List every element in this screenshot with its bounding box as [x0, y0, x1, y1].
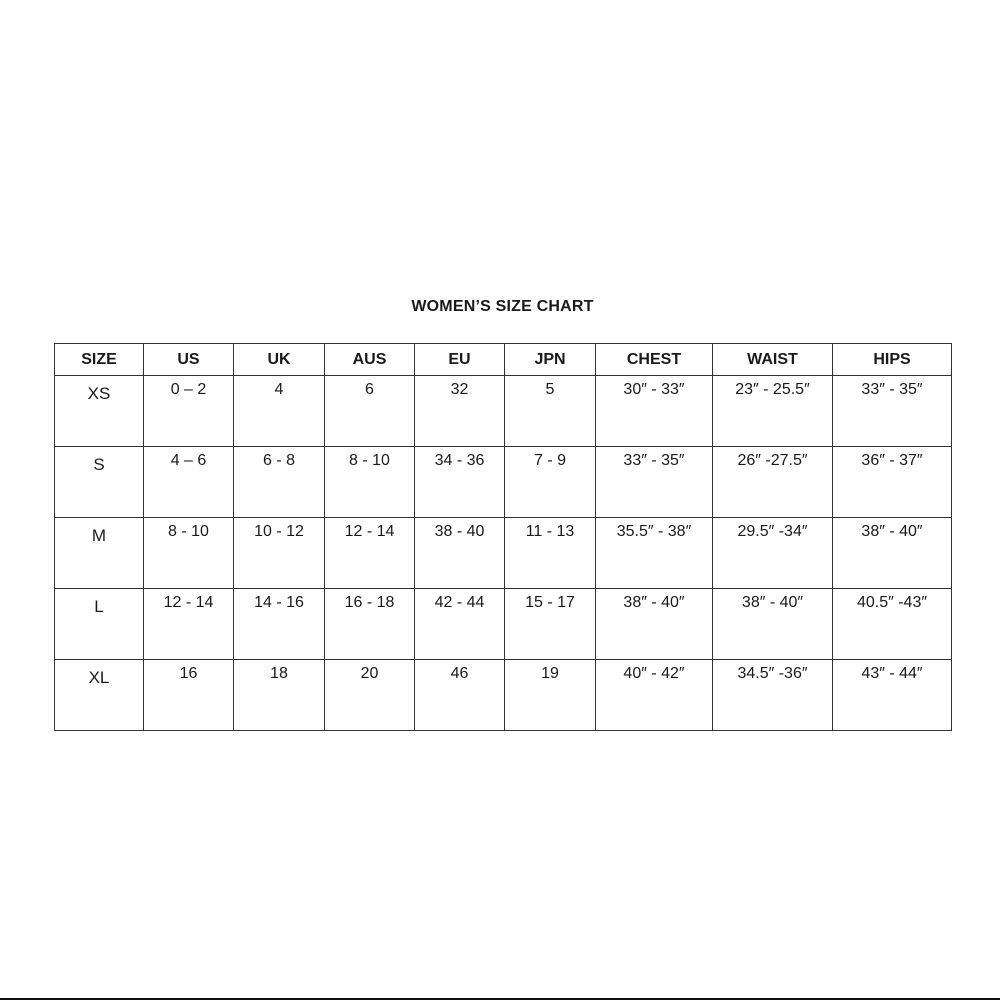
aus-cell: 20 — [325, 660, 415, 731]
chest-cell: 38″ - 40″ — [596, 589, 713, 660]
jpn-cell: 19 — [505, 660, 596, 731]
column-header-jpn: JPN — [505, 344, 596, 376]
uk-cell: 18 — [234, 660, 325, 731]
hips-cell: 36″ - 37″ — [833, 447, 952, 518]
hips-cell: 43″ - 44″ — [833, 660, 952, 731]
jpn-cell: 11 - 13 — [505, 518, 596, 589]
hips-cell: 33″ - 35″ — [833, 376, 952, 447]
size-table — [54, 343, 952, 731]
waist-cell: 34.5″ -36″ — [713, 660, 833, 731]
us-cell: 12 - 14 — [144, 589, 234, 660]
waist-cell: 38″ - 40″ — [713, 589, 833, 660]
jpn-cell: 5 — [505, 376, 596, 447]
jpn-cell: 7 - 9 — [505, 447, 596, 518]
chart-title: WOMEN’S SIZE CHART — [411, 298, 594, 315]
column-header-size: SIZE — [55, 344, 144, 376]
table-row — [55, 518, 952, 589]
column-header-eu: EU — [415, 344, 505, 376]
eu-cell: 38 - 40 — [415, 518, 505, 589]
us-cell: 8 - 10 — [144, 518, 234, 589]
table-row — [55, 447, 952, 518]
size-cell: M — [55, 518, 144, 589]
chest-cell: 33″ - 35″ — [596, 447, 713, 518]
size-cell: XL — [55, 660, 144, 731]
column-header-hips: HIPS — [833, 344, 952, 376]
aus-cell: 16 - 18 — [325, 589, 415, 660]
waist-cell: 29.5″ -34″ — [713, 518, 833, 589]
uk-cell: 6 - 8 — [234, 447, 325, 518]
eu-cell: 32 — [415, 376, 505, 447]
chest-cell: 35.5″ - 38″ — [596, 518, 713, 589]
column-header-us: US — [144, 344, 234, 376]
column-header-chest: CHEST — [596, 344, 713, 376]
column-header-uk: UK — [234, 344, 325, 376]
us-cell: 16 — [144, 660, 234, 731]
uk-cell: 4 — [234, 376, 325, 447]
table-row — [55, 589, 952, 660]
column-header-aus: AUS — [325, 344, 415, 376]
us-cell: 4 – 6 — [144, 447, 234, 518]
waist-cell: 23″ - 25.5″ — [713, 376, 833, 447]
table-row — [55, 376, 952, 447]
table-row — [55, 660, 952, 731]
aus-cell: 6 — [325, 376, 415, 447]
waist-cell: 26″ -27.5″ — [713, 447, 833, 518]
size-cell: S — [55, 447, 144, 518]
size-cell: L — [55, 589, 144, 660]
size-cell: XS — [55, 376, 144, 447]
us-cell: 0 – 2 — [144, 376, 234, 447]
aus-cell: 12 - 14 — [325, 518, 415, 589]
eu-cell: 42 - 44 — [415, 589, 505, 660]
chest-cell: 40″ - 42″ — [596, 660, 713, 731]
uk-cell: 14 - 16 — [234, 589, 325, 660]
jpn-cell: 15 - 17 — [505, 589, 596, 660]
header-row — [55, 344, 952, 376]
eu-cell: 34 - 36 — [415, 447, 505, 518]
aus-cell: 8 - 10 — [325, 447, 415, 518]
eu-cell: 46 — [415, 660, 505, 731]
hips-cell: 40.5″ -43″ — [833, 589, 952, 660]
uk-cell: 10 - 12 — [234, 518, 325, 589]
chest-cell: 30″ - 33″ — [596, 376, 713, 447]
hips-cell: 38″ - 40″ — [833, 518, 952, 589]
column-header-waist: WAIST — [713, 344, 833, 376]
